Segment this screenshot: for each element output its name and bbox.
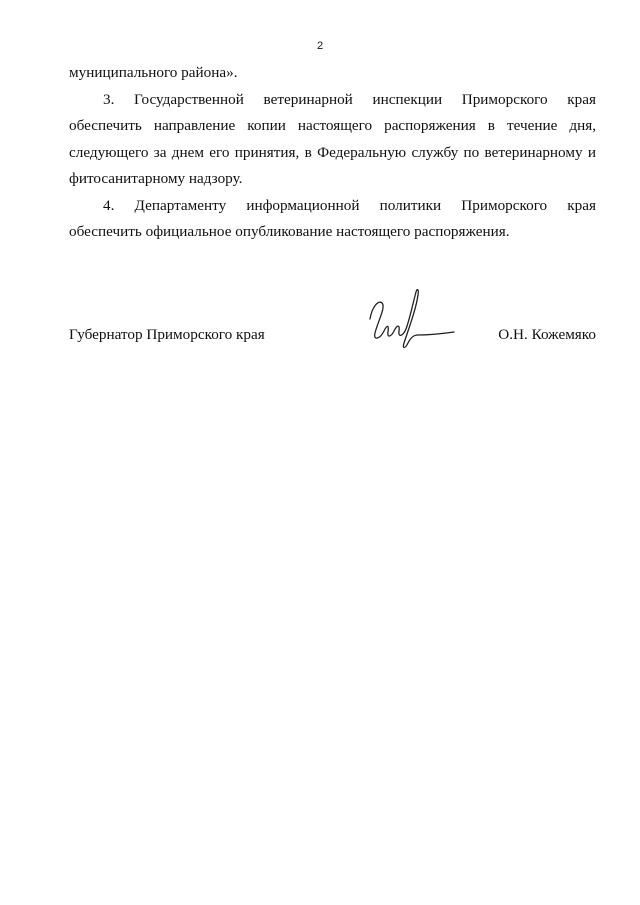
handwritten-signature-icon (358, 285, 458, 355)
paragraph-line: обеспечить официальное опубликование настоящего распоряжения. (69, 223, 510, 240)
paragraph-line: 3. Государственной ветеринарной инспекции Приморского края (103, 90, 596, 108)
paragraph-line: фитосанитарному надзору. (69, 170, 243, 187)
paragraph-line: обеспечить направление копии настоящего распоряжения в течение дня, (69, 117, 596, 134)
paragraph-line: следующего за днем его принятия, в Федеральную службу по ветеринарному и (69, 143, 596, 161)
signer-position: Губернатор Приморского края (69, 326, 265, 343)
paragraph-line: 4. Департаменту информационной политики Приморского края (103, 196, 596, 214)
signer-name: О.Н. Кожемяко (498, 326, 596, 343)
document-body (69, 60, 596, 246)
signature-block (69, 318, 596, 358)
page-number: 2 (316, 40, 324, 52)
paragraph-line: муниципального района». (69, 64, 238, 81)
